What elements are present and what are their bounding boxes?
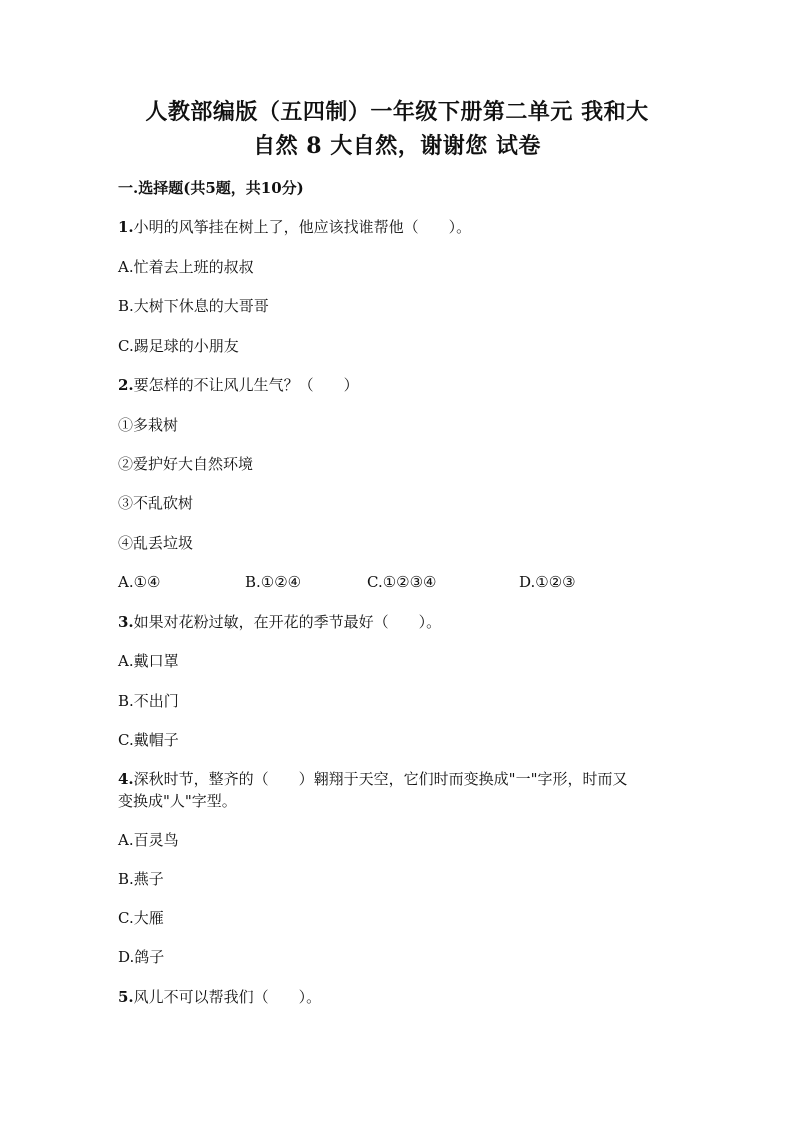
question-3 bbox=[118, 612, 441, 632]
option-1a: A.忙着去上班的叔叔 bbox=[118, 258, 254, 276]
statement-3: ③不乱砍树 bbox=[118, 494, 194, 512]
section-heading: 一.选择题(共5题，共10分) bbox=[118, 179, 304, 197]
option-4a: A.百灵鸟 bbox=[118, 831, 179, 849]
question-2 bbox=[118, 375, 359, 395]
statement-4: ④乱丢垃圾 bbox=[118, 534, 194, 552]
question-number: 3. bbox=[118, 613, 134, 631]
option-3c: C.戴帽子 bbox=[118, 731, 179, 749]
question-5 bbox=[118, 987, 321, 1007]
question-4 bbox=[118, 769, 627, 789]
option-2b: B.①②④ bbox=[245, 573, 302, 591]
question-text: 小明的风筝挂在树上了，他应该找谁帮他（ ）。 bbox=[133, 218, 472, 236]
option-4d: D.鸽子 bbox=[118, 948, 165, 966]
exam-title-line-2: 自然 8 大自然，谢谢您 试卷 bbox=[253, 133, 541, 159]
question-text: 风儿不可以帮我们（ ）。 bbox=[133, 988, 322, 1006]
option-1b: B.大树下休息的大哥哥 bbox=[118, 297, 269, 315]
exam-title-line-1: 人教部编版（五四制）一年级下册第二单元 我和大 bbox=[145, 99, 649, 125]
option-2c: C.①②③④ bbox=[367, 573, 437, 591]
question-number: 5. bbox=[118, 988, 134, 1006]
question-text: 深秋时节，整齐的（ ）翱翔于天空，它们时而变换成"一"字形，时而又 bbox=[133, 770, 628, 788]
question-text: 如果对花粉过敏，在开花的季节最好（ ）。 bbox=[133, 613, 442, 631]
option-4b: B.燕子 bbox=[118, 870, 164, 888]
question-4-continued: 变换成"人"字型。 bbox=[118, 792, 237, 810]
option-3b: B.不出门 bbox=[118, 692, 179, 710]
option-4c: C.大雁 bbox=[118, 909, 164, 927]
option-2d: D.①②③ bbox=[519, 573, 576, 591]
option-2a: A.①④ bbox=[118, 573, 161, 591]
option-3a: A.戴口罩 bbox=[118, 652, 179, 670]
question-number: 4. bbox=[118, 770, 134, 788]
options-row-2 bbox=[118, 572, 678, 592]
statement-1: ①多栽树 bbox=[118, 416, 179, 434]
statement-2: ②爱护好大自然环境 bbox=[118, 455, 254, 473]
question-text: 要怎样的不让风儿生气？（ ） bbox=[133, 376, 359, 394]
question-number: 2. bbox=[118, 376, 134, 394]
question-number: 1. bbox=[118, 218, 134, 236]
option-1c: C.踢足球的小朋友 bbox=[118, 337, 239, 355]
question-1 bbox=[118, 217, 471, 237]
